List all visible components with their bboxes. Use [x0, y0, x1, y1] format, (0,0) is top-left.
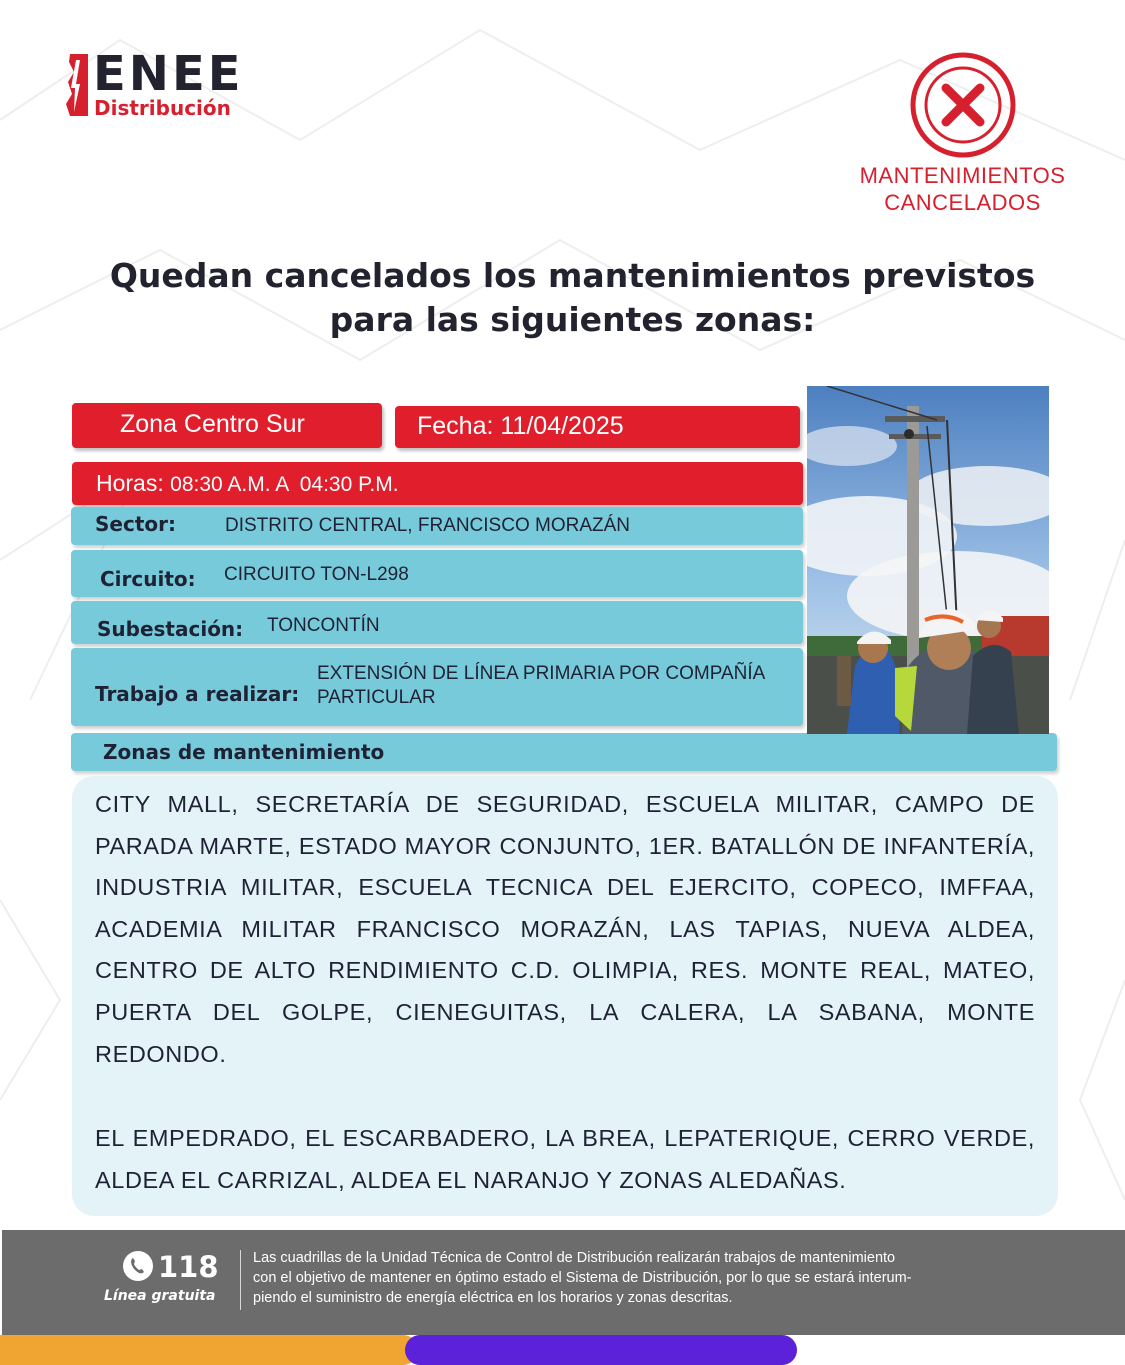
- badge-label: [830, 162, 1095, 216]
- fecha-label: Fecha:: [417, 412, 494, 440]
- fecha-pill: [395, 406, 800, 448]
- sector-value: DISTRITO CENTRAL, FRANCISCO MORAZÁN: [225, 515, 631, 536]
- subestacion-value: TONCONTÍN: [267, 615, 380, 636]
- logo-subtitle: Distribución: [94, 96, 231, 120]
- zonas-header-row: [71, 733, 1057, 771]
- sector-row: [71, 507, 803, 545]
- circuito-label: Circuito:: [100, 567, 196, 591]
- enee-logo: [66, 46, 296, 130]
- footer-divider: [240, 1250, 241, 1310]
- hotline-label: Línea gratuita: [104, 1288, 216, 1304]
- notice-line-1: Las cuadrillas de la Unidad Técnica de Control de Distribución realizarán trabajos de mantenimiento: [253, 1250, 896, 1266]
- badge-line-1: MANTENIMIENTOS: [859, 163, 1066, 188]
- circuito-row: [71, 550, 803, 597]
- bottom-bar-yellow: [0, 1335, 418, 1365]
- zonas-label: Zonas de mantenimiento: [103, 740, 385, 764]
- phone-icon: [122, 1250, 154, 1282]
- trabajo-value-line-1: EXTENSIÓN DE LÍNEA PRIMARIA POR COMPAÑÍA: [317, 663, 766, 684]
- hotline: [102, 1250, 227, 1320]
- hotline-number: 118: [158, 1250, 219, 1284]
- line-workers-photo: [807, 386, 1049, 734]
- trabajo-row: [71, 648, 803, 726]
- zones-panel: [72, 776, 1058, 1216]
- horas-pill: [72, 462, 803, 505]
- footer-notice: [253, 1248, 1053, 1308]
- cancel-x-circle-icon: [908, 50, 1018, 160]
- cancel-badge: [830, 50, 1095, 220]
- footer: [2, 1230, 1125, 1335]
- fecha-value: 11/04/2025: [500, 412, 624, 440]
- sector-label: Sector:: [95, 512, 176, 536]
- badge-line-2: CANCELADOS: [884, 190, 1041, 215]
- notice-line-2: con el objetivo de mantener en óptimo estado el Sistema de Distribución, por lo que se estará interum-: [253, 1270, 912, 1286]
- line-workers-illustration: [807, 386, 1049, 734]
- horas-value: 08:30 A.M. A 04:30 P.M.: [170, 473, 399, 496]
- page-headline: [30, 254, 1115, 342]
- horas-label: Horas:: [96, 470, 164, 496]
- zona-pill: Zona Centro Sur: [72, 403, 382, 448]
- subestacion-label: Subestación:: [97, 617, 244, 641]
- trabajo-value-line-2: PARTICULAR: [317, 687, 436, 708]
- notice-line-3: piendo el suministro de energía eléctrica en los horarios y zonas descritas.: [253, 1290, 733, 1306]
- zones-paragraph-1: CITY MALL, SECRETARÍA DE SEGURIDAD, ESCUELA MILITAR, CAMPO DE PARADA MARTE, ESTADO MAYOR CONJUNTO, 1ER. BATALLÓN DE INFANTERÍA, INDUSTRIA MILITAR, ESCUELA TECNICA DEL EJERCITO, COPECO, IMFFAA, ACADEMIA MILITAR FRANCISCO MORAZÁN, LAS TAPIAS, NUEVA ALDEA, CENTRO DE ALTO RENDIMIENTO C.D. OLIMPIA, RES. MONTE REAL, MATEO, PUERTA DEL GOLPE, CIENEGUITAS, LA CALERA, LA SABANA, MONTE REDONDO.: [95, 791, 1035, 1067]
- trabajo-label: Trabajo a realizar:: [95, 682, 300, 706]
- headline-line-1: Quedan cancelados los mantenimientos previstos: [109, 256, 1036, 295]
- logo-wordmark: ENEE: [93, 46, 244, 102]
- headline-line-2: para las siguientes zonas:: [329, 300, 816, 339]
- enee-logo-mark: [66, 54, 88, 116]
- zones-paragraph-2: EL EMPEDRADO, EL ESCARBADERO, LA BREA, LEPATERIQUE, CERRO VERDE, ALDEA EL CARRIZAL, ALDEA EL NARANJO Y ZONAS ALEDAÑAS.: [95, 1125, 1035, 1193]
- circuito-value: CIRCUITO TON-L298: [224, 564, 409, 585]
- subestacion-row: [71, 601, 803, 644]
- bottom-bar-purple: [405, 1335, 797, 1365]
